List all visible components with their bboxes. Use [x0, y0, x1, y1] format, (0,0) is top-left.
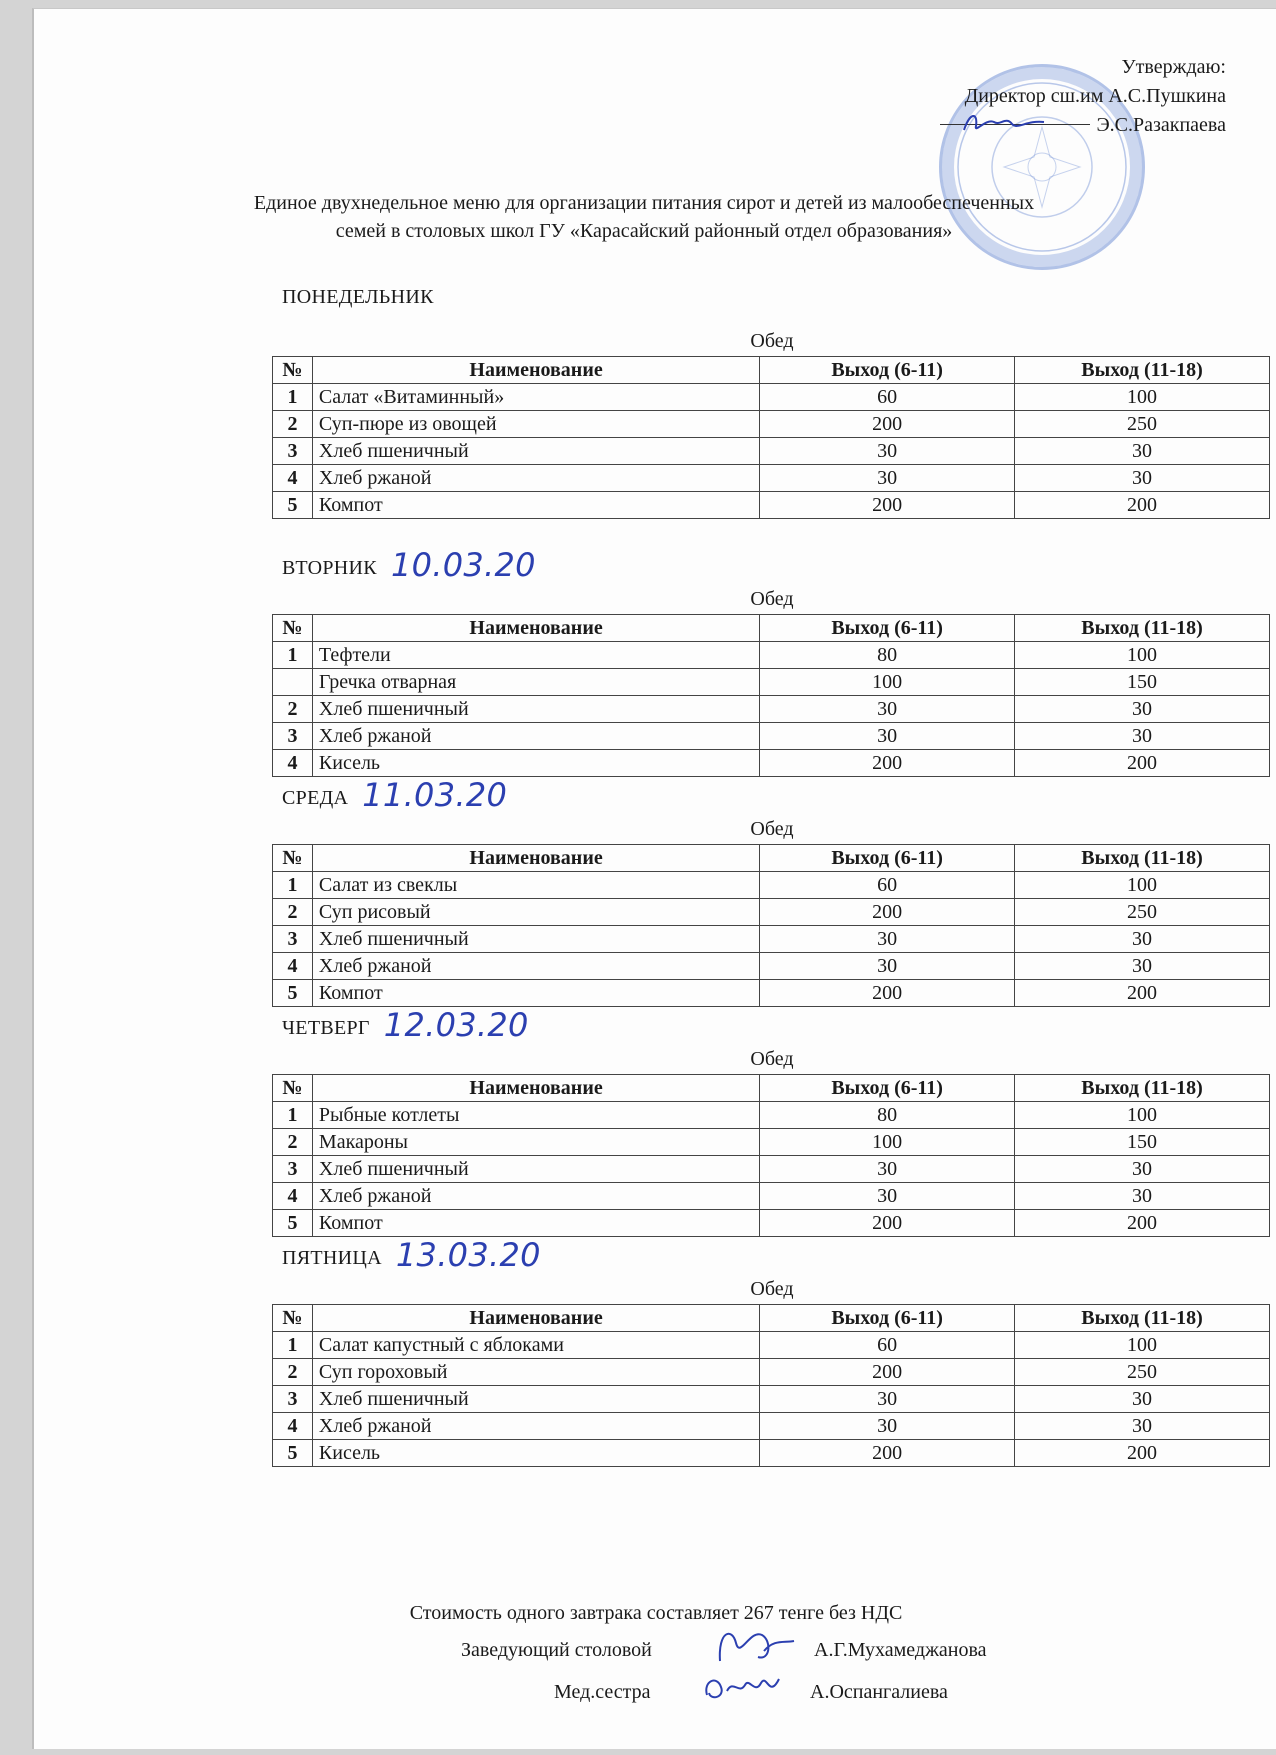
row-number: 5 [273, 492, 313, 519]
header-out1: Выход (6-11) [760, 845, 1015, 872]
title-line-1: Единое двухнедельное меню для организации питания сирот и детей из малообеспеченных [253, 192, 1035, 214]
dish-name: Суп рисовый [312, 899, 759, 926]
dish-name: Рыбные котлеты [312, 1102, 759, 1129]
handwritten-date: 10.03.20 [390, 546, 536, 584]
table-row [273, 1183, 1270, 1210]
table-row [273, 1210, 1270, 1237]
day-label: СРЕДА [282, 787, 349, 809]
row-number: 5 [273, 980, 313, 1007]
row-number: 2 [273, 411, 313, 438]
portion-6-11: 30 [760, 465, 1015, 492]
portion-11-18: 30 [1015, 1183, 1270, 1210]
table-row [273, 926, 1270, 953]
menu-table [272, 1074, 1270, 1237]
handwritten-date: 12.03.20 [383, 1006, 529, 1044]
document-page [32, 8, 1276, 1749]
portion-11-18: 150 [1015, 1129, 1270, 1156]
table-row [273, 669, 1270, 696]
portion-6-11: 30 [760, 1183, 1015, 1210]
portion-6-11: 30 [760, 723, 1015, 750]
row-number: 4 [273, 1413, 313, 1440]
header-num: № [273, 1305, 313, 1332]
dish-name: Хлеб ржаной [312, 953, 759, 980]
table-row [273, 438, 1270, 465]
dish-name: Суп-пюре из овощей [312, 411, 759, 438]
row-number: 3 [273, 926, 313, 953]
canteen-head-name-wrap [814, 1639, 987, 1662]
portion-11-18: 30 [1015, 926, 1270, 953]
table-row [273, 1102, 1270, 1129]
day-heading [282, 1004, 529, 1042]
day-heading [282, 774, 507, 812]
header-out1: Выход (6-11) [760, 615, 1015, 642]
dish-name: Хлеб пшеничный [312, 1386, 759, 1413]
table-row [273, 1413, 1270, 1440]
menu-table [272, 844, 1270, 1007]
portion-11-18: 100 [1015, 642, 1270, 669]
table-row [273, 1440, 1270, 1467]
meal-label: Обед [750, 588, 794, 610]
dish-name: Хлеб пшеничный [312, 926, 759, 953]
row-number: 1 [273, 872, 313, 899]
dish-name: Компот [312, 492, 759, 519]
portion-11-18: 200 [1015, 1210, 1270, 1237]
portion-11-18: 200 [1015, 980, 1270, 1007]
portion-11-18: 30 [1015, 953, 1270, 980]
portion-6-11: 30 [760, 1156, 1015, 1183]
portion-6-11: 200 [760, 492, 1015, 519]
row-number: 4 [273, 465, 313, 492]
approval-heading: Утверждаю: [1121, 56, 1226, 78]
table-header-row [273, 615, 1270, 642]
row-number: 1 [273, 384, 313, 411]
portion-6-11: 200 [760, 1440, 1015, 1467]
dish-name: Хлеб ржаной [312, 723, 759, 750]
portion-6-11: 30 [760, 926, 1015, 953]
dish-name: Макароны [312, 1129, 759, 1156]
table-header-row [273, 845, 1270, 872]
header-name: Наименование [312, 845, 759, 872]
header-num: № [273, 615, 313, 642]
signature-underline [940, 124, 1090, 125]
table-row [273, 1332, 1270, 1359]
dish-name: Гречка отварная [312, 669, 759, 696]
day-heading [282, 544, 536, 582]
header-out2: Выход (11-18) [1015, 1075, 1270, 1102]
meal-label: Обед [750, 818, 794, 840]
dish-name: Компот [312, 1210, 759, 1237]
portion-11-18: 30 [1015, 438, 1270, 465]
portion-11-18: 100 [1015, 872, 1270, 899]
table-row [273, 465, 1270, 492]
canteen-signature-row [461, 1639, 652, 1662]
handwritten-date: 13.03.20 [395, 1236, 541, 1274]
header-out2: Выход (11-18) [1015, 1305, 1270, 1332]
dish-name: Суп гороховый [312, 1359, 759, 1386]
dish-name: Салат «Витаминный» [312, 384, 759, 411]
dish-name: Хлеб пшеничный [312, 438, 759, 465]
day-heading [282, 286, 434, 309]
dish-name: Кисель [312, 750, 759, 777]
row-number: 2 [273, 696, 313, 723]
portion-11-18: 30 [1015, 1413, 1270, 1440]
portion-6-11: 200 [760, 899, 1015, 926]
row-number: 4 [273, 750, 313, 777]
header-out2: Выход (11-18) [1015, 845, 1270, 872]
menu-table [272, 1304, 1270, 1467]
portion-6-11: 60 [760, 1332, 1015, 1359]
table-row [273, 1386, 1270, 1413]
table-row [273, 492, 1270, 519]
portion-11-18: 250 [1015, 899, 1270, 926]
approval-block [940, 53, 1226, 140]
header-name: Наименование [312, 615, 759, 642]
portion-6-11: 30 [760, 1413, 1015, 1440]
nurse-name: А.Оспангалиева [810, 1681, 948, 1703]
portion-6-11: 80 [760, 1102, 1015, 1129]
dish-name: Хлеб ржаной [312, 1183, 759, 1210]
nurse-signature [699, 1665, 789, 1709]
portion-11-18: 250 [1015, 1359, 1270, 1386]
portion-11-18: 150 [1015, 669, 1270, 696]
portion-11-18: 30 [1015, 465, 1270, 492]
portion-6-11: 30 [760, 438, 1015, 465]
table-header-row [273, 1305, 1270, 1332]
table-row [273, 1156, 1270, 1183]
row-number: 1 [273, 642, 313, 669]
header-name: Наименование [312, 1075, 759, 1102]
menu-table [272, 356, 1270, 519]
meal-label: Обед [750, 330, 794, 352]
portion-6-11: 30 [760, 953, 1015, 980]
dish-name: Салат капустный с яблоками [312, 1332, 759, 1359]
portion-11-18: 200 [1015, 492, 1270, 519]
row-number: 2 [273, 1129, 313, 1156]
handwritten-date: 11.03.20 [362, 776, 508, 814]
nurse-name-wrap [810, 1681, 948, 1704]
row-number: 4 [273, 953, 313, 980]
row-number: 2 [273, 1359, 313, 1386]
header-name: Наименование [312, 1305, 759, 1332]
portion-6-11: 60 [760, 872, 1015, 899]
portion-6-11: 80 [760, 642, 1015, 669]
director-signature [960, 110, 1050, 136]
dish-name: Хлеб пшеничный [312, 696, 759, 723]
day-label: ЧЕТВЕРГ [282, 1017, 370, 1039]
portion-6-11: 200 [760, 1210, 1015, 1237]
canteen-head-name: А.Г.Мухамеджанова [814, 1639, 987, 1661]
dish-name: Тефтели [312, 642, 759, 669]
portion-11-18: 30 [1015, 1386, 1270, 1413]
day-label: ВТОРНИК [282, 557, 377, 579]
portion-6-11: 100 [760, 1129, 1015, 1156]
portion-11-18: 250 [1015, 411, 1270, 438]
table-row [273, 642, 1270, 669]
nurse-signature-row [554, 1681, 651, 1704]
table-row [273, 696, 1270, 723]
approval-signature-line [940, 111, 1226, 140]
table-row [273, 384, 1270, 411]
director-name: Э.С.Разакпаева [1096, 114, 1226, 136]
header-num: № [273, 1075, 313, 1102]
document-title [209, 189, 1079, 245]
header-out1: Выход (6-11) [760, 1305, 1015, 1332]
header-out1: Выход (6-11) [760, 357, 1015, 384]
table-row [273, 1129, 1270, 1156]
header-out1: Выход (6-11) [760, 1075, 1015, 1102]
row-number: 3 [273, 438, 313, 465]
meal-label: Обед [750, 1278, 794, 1300]
portion-11-18: 200 [1015, 1440, 1270, 1467]
meal-label: Обед [750, 1048, 794, 1070]
row-number: 4 [273, 1183, 313, 1210]
header-name: Наименование [312, 357, 759, 384]
table-row [273, 723, 1270, 750]
row-number: 5 [273, 1440, 313, 1467]
portion-6-11: 200 [760, 980, 1015, 1007]
row-number: 2 [273, 899, 313, 926]
canteen-head-signature [710, 1621, 800, 1671]
day-label: ПЯТНИЦА [282, 1247, 382, 1269]
header-out2: Выход (11-18) [1015, 615, 1270, 642]
header-num: № [273, 357, 313, 384]
table-row [273, 750, 1270, 777]
portion-11-18: 100 [1015, 1332, 1270, 1359]
canteen-head-label: Заведующий столовой [461, 1639, 652, 1661]
title-line-2: семей в столовых школ ГУ «Карасайский районный отдел образования» [335, 220, 953, 242]
header-out2: Выход (11-18) [1015, 357, 1270, 384]
portion-11-18: 30 [1015, 696, 1270, 723]
table-row [273, 411, 1270, 438]
header-num: № [273, 845, 313, 872]
row-number: 1 [273, 1102, 313, 1129]
portion-11-18: 30 [1015, 1156, 1270, 1183]
nurse-label: Мед.сестра [554, 1681, 651, 1703]
table-row [273, 1359, 1270, 1386]
portion-6-11: 200 [760, 1359, 1015, 1386]
row-number: 3 [273, 723, 313, 750]
row-number [273, 669, 313, 696]
portion-6-11: 30 [760, 696, 1015, 723]
table-header-row [273, 1075, 1270, 1102]
portion-6-11: 100 [760, 669, 1015, 696]
portion-11-18: 200 [1015, 750, 1270, 777]
portion-11-18: 100 [1015, 384, 1270, 411]
dish-name: Компот [312, 980, 759, 1007]
menu-table [272, 614, 1270, 777]
row-number: 5 [273, 1210, 313, 1237]
dish-name: Хлеб ржаной [312, 465, 759, 492]
portion-11-18: 100 [1015, 1102, 1270, 1129]
portion-11-18: 30 [1015, 723, 1270, 750]
table-header-row [273, 357, 1270, 384]
dish-name: Кисель [312, 1440, 759, 1467]
dish-name: Салат из свеклы [312, 872, 759, 899]
dish-name: Хлеб пшеничный [312, 1156, 759, 1183]
day-heading [282, 1234, 541, 1272]
row-number: 3 [273, 1156, 313, 1183]
portion-6-11: 30 [760, 1386, 1015, 1413]
dish-name: Хлеб ржаной [312, 1413, 759, 1440]
table-row [273, 953, 1270, 980]
approval-position: Директор сш.им А.С.Пушкина [964, 85, 1226, 107]
portion-6-11: 60 [760, 384, 1015, 411]
table-row [273, 899, 1270, 926]
table-row [273, 980, 1270, 1007]
row-number: 1 [273, 1332, 313, 1359]
portion-6-11: 200 [760, 750, 1015, 777]
day-label: ПОНЕДЕЛЬНИК [282, 286, 434, 308]
row-number: 3 [273, 1386, 313, 1413]
portion-6-11: 200 [760, 411, 1015, 438]
cost-note: Стоимость одного завтрака составляет 267 тенге без НДС [409, 1602, 903, 1624]
table-row [273, 872, 1270, 899]
